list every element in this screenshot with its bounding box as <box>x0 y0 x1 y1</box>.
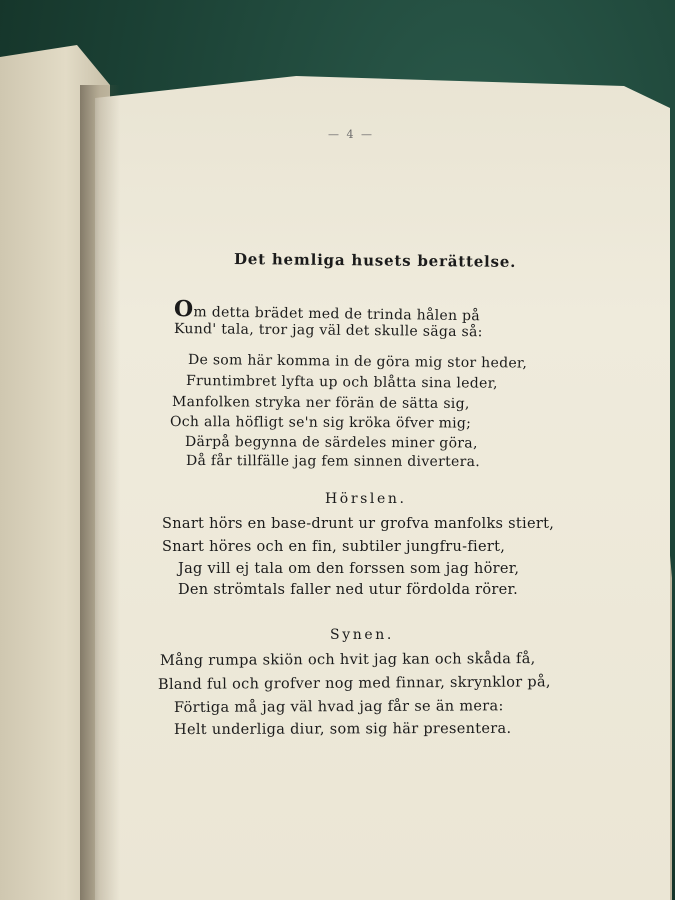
stanza2-line-1: Snart hörs en base-drunt ur grofva manfolks stiert, <box>162 516 555 532</box>
stanza3-line-4: Helt underliga diur, som sig här presentera. <box>173 720 512 738</box>
stanza3-line-1: Mång rumpa skiön och hvit jag kan och skåda få, <box>159 651 536 669</box>
poem-title: Det hemliga husets berättelse. <box>233 250 517 271</box>
stanza1-line-4: Och alla höfligt se'n sig kröka öfver mig; <box>169 414 472 432</box>
intro-line-1: Om detta brädet med de trinda hålen på <box>173 296 481 325</box>
stanza1-line-2: Fruntimbret lyfta up och blåtta sina leder, <box>185 373 498 392</box>
section-heading-synen: Synen. <box>330 627 394 643</box>
stanza2-line-3: Jag vill ej tala om den forssen som jag hörer, <box>178 561 520 577</box>
stanza2-line-2: Snart höres och en fin, subtiler jungfru-fiert, <box>162 539 506 555</box>
stanza3-line-2: Bland ful och grofver nog med finnar, skrynklor på, <box>157 674 551 693</box>
page-number: — 4 — <box>328 128 374 141</box>
stanza3-line-3: Förtiga må jag väl hvad jag får se än mera: <box>173 698 504 716</box>
right-page <box>95 68 670 900</box>
stanza1-line-6: Då får tillfälle jag fem sinnen divertera. <box>185 453 481 471</box>
intro-line-2: Kund' tala, tror jag väl det skulle säga så: <box>173 321 483 341</box>
stanza1-line-1: De som här komma in de göra mig stor heder, <box>187 352 528 372</box>
stanza1-line-3: Manfolken stryka ner förän de sätta sig, <box>171 394 470 413</box>
book-gutter <box>80 85 120 900</box>
section-heading-horslen: Hörslen. <box>325 491 407 507</box>
stanza1-line-5: Därpå begynna de särdeles miner göra, <box>184 434 478 452</box>
stanza2-line-4: Den strömtals faller ned utur fördolda rörer. <box>178 582 519 598</box>
